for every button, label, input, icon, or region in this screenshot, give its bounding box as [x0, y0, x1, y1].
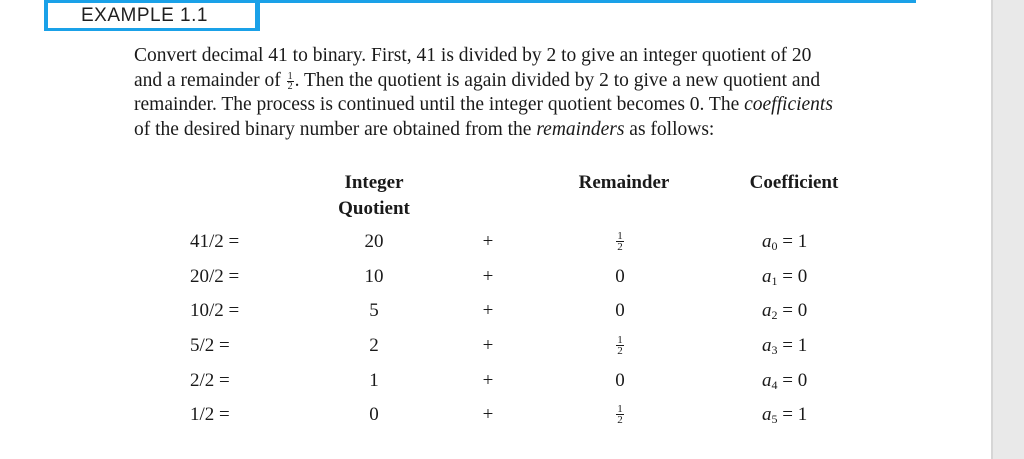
header-remainder: Remainder: [578, 172, 670, 193]
row-coefficient: [762, 370, 807, 396]
paragraph-line-3: [134, 93, 924, 118]
coefficient-subscript: 2: [771, 308, 778, 322]
row-plus: +: [482, 300, 494, 321]
coefficient-subscript: 3: [771, 343, 778, 357]
row-remainder: 0: [615, 266, 625, 287]
row-plus: +: [482, 231, 494, 252]
row-division: 10/2 =: [190, 300, 240, 321]
header-quotient: Quotient: [338, 198, 410, 219]
example-tag: [44, 0, 260, 31]
paragraph-line-2-start: and a remainder of: [134, 69, 281, 91]
coefficient-variable: a: [762, 231, 772, 252]
paragraph-line-4: [134, 118, 924, 143]
header-integer: Integer: [344, 172, 404, 193]
coefficient-subscript: 5: [771, 412, 778, 426]
coefficient-variable: a: [762, 370, 772, 391]
row-quotient: 2: [369, 335, 379, 356]
paragraph-line-3-start: remainder. The process is continued until the integer quotient becomes 0. The: [134, 94, 740, 115]
paragraph-line-2-end: . Then the quotient is again divided by 2 to give a new quotient and: [294, 69, 821, 91]
remainder-fraction: [616, 231, 624, 252]
coefficient-value: = 0: [782, 266, 808, 287]
header-coefficient: Coefficient: [749, 172, 839, 193]
row-quotient: 1: [369, 370, 379, 391]
coefficient-value: = 0: [782, 300, 808, 321]
coefficient-variable: a: [762, 404, 772, 425]
fraction-denominator: 2: [287, 80, 293, 92]
row-plus: +: [482, 335, 494, 356]
row-quotient: 10: [364, 266, 384, 287]
row-coefficient: [762, 300, 807, 326]
coefficients-emphasis: coefficients: [744, 94, 833, 115]
coefficient-variable: a: [762, 266, 772, 287]
row-quotient: 0: [369, 404, 379, 425]
row-coefficient: [762, 404, 807, 430]
paragraph-line-1: Convert decimal 41 to binary. First, 41 is divided by 2 to give an integer quotient of 20: [134, 45, 812, 66]
row-coefficient: [762, 335, 807, 361]
remainders-emphasis: remainders: [536, 118, 625, 140]
row-plus: +: [482, 404, 494, 425]
row-coefficient: [762, 231, 807, 257]
fraction-numerator: 1: [617, 334, 623, 347]
fraction-denominator: 2: [617, 241, 623, 254]
row-division: 1/2 =: [190, 404, 230, 425]
coefficient-value: = 1: [782, 404, 808, 425]
row-division: 5/2 =: [190, 335, 230, 356]
coefficient-value: = 0: [782, 370, 808, 391]
side-panel: [993, 0, 1024, 459]
row-division: 2/2 =: [190, 370, 230, 391]
row-plus: +: [482, 370, 494, 391]
row-division: 20/2 =: [190, 266, 240, 287]
row-quotient: 20: [364, 231, 384, 252]
fraction-half: [287, 72, 294, 91]
coefficient-value: = 1: [782, 335, 808, 356]
paragraph-line-4-end: as follows:: [629, 118, 715, 140]
row-quotient: 5: [369, 300, 379, 321]
row-remainder: [600, 403, 640, 425]
coefficient-variable: a: [762, 300, 772, 321]
fraction-numerator: 1: [287, 70, 293, 82]
row-remainder: [600, 334, 640, 356]
row-coefficient: [762, 266, 807, 292]
row-division: 41/2 =: [190, 231, 240, 252]
example-label: EXAMPLE 1.1: [48, 3, 255, 28]
paragraph-line-4-start: of the desired binary number are obtained from the: [134, 118, 532, 140]
example-paragraph: [134, 44, 924, 142]
fraction-numerator: 1: [617, 230, 623, 243]
row-remainder: 0: [615, 300, 625, 321]
coefficient-subscript: 1: [771, 274, 778, 288]
header-rule: [258, 0, 916, 3]
coefficient-variable: a: [762, 335, 772, 356]
remainder-fraction: [616, 404, 624, 425]
paragraph-line-2: [134, 69, 924, 94]
coefficient-subscript: 0: [771, 239, 778, 253]
header-integer-quotient: [322, 170, 426, 222]
fraction-denominator: 2: [617, 414, 623, 427]
row-remainder: 0: [615, 370, 625, 391]
remainder-fraction: [616, 335, 624, 356]
coefficient-subscript: 4: [771, 378, 778, 392]
coefficient-value: = 1: [782, 231, 808, 252]
fraction-denominator: 2: [617, 345, 623, 358]
fraction-numerator: 1: [617, 403, 623, 416]
row-plus: +: [482, 266, 494, 287]
row-remainder: [600, 230, 640, 252]
